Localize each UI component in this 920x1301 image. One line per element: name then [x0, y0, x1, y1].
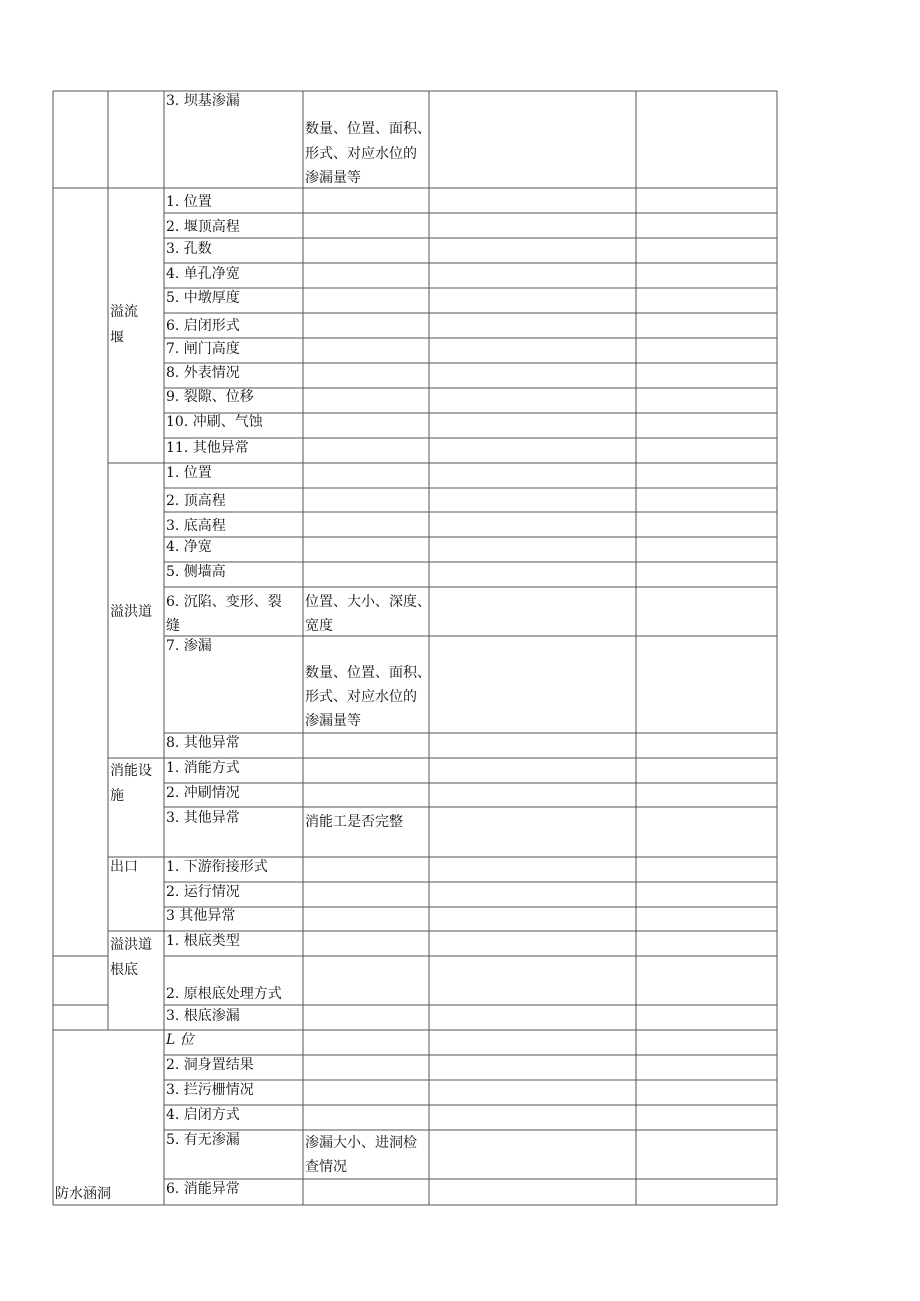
weir-label-line2: 堰	[110, 330, 124, 346]
spillway-item-7-note-line3: 渗漏量等	[305, 713, 361, 729]
culvert-item: 4. 启闭方式	[166, 1107, 240, 1123]
energy-note: 消能工是否完整	[305, 814, 403, 830]
weir-label-line1: 溢流	[110, 304, 138, 320]
culvert-item: 3. 拦污栅情况	[166, 1082, 254, 1098]
energy-label-line1: 消能设	[110, 763, 152, 779]
spillway-item-7-note-line1: 数量、位置、面积、	[305, 665, 431, 681]
spillway-item-7-note-line2: 形式、对应水位的	[305, 689, 417, 705]
spillway-item-6-note-line2: 宽度	[305, 618, 333, 634]
spillway-item: 2. 顶高程	[166, 493, 226, 509]
energy-label-line2: 施	[110, 788, 124, 804]
culvert-item-5-note-line2: 查情况	[305, 1159, 347, 1175]
foundation-label-line2: 根底	[110, 962, 138, 978]
dam-base-note-line3: 渗漏量等	[305, 170, 361, 186]
culvert-label: 防水涵洞	[55, 1186, 111, 1202]
weir-item: 2. 堰顶高程	[166, 219, 240, 235]
dam-base-item-3: 3. 坝基渗漏	[166, 93, 240, 109]
weir-item: 4. 单孔净宽	[166, 266, 240, 282]
spillway-item-6-line2: 缝	[166, 618, 180, 634]
spillway-item: 1. 位置	[166, 465, 212, 481]
culvert-item: 2. 洞身置结果	[166, 1057, 254, 1073]
weir-item: 11. 其他异常	[166, 440, 249, 456]
weir-item: 6. 启闭形式	[166, 318, 240, 334]
spillway-item-6-line1: 6. 沉陷、变形、裂	[166, 594, 282, 610]
foundation-item: 1. 根底类型	[166, 933, 240, 949]
outlet-item: 1. 下游衔接形式	[166, 859, 268, 875]
culvert-item: L 位	[166, 1032, 194, 1048]
outlet-label: 出口	[110, 859, 138, 875]
foundation-label-line1: 溢洪道	[110, 937, 152, 953]
culvert-item: 6. 消能异常	[166, 1181, 240, 1197]
weir-item: 1. 位置	[166, 194, 212, 210]
foundation-item: 2. 原根底处理方式	[166, 986, 282, 1002]
weir-item: 8. 外表情况	[166, 365, 240, 381]
spillway-item: 3. 底高程	[166, 518, 226, 534]
energy-item: 3. 其他异常	[166, 810, 240, 826]
weir-item: 10. 冲刷、气蚀	[166, 414, 263, 430]
energy-item: 2. 冲刷情况	[166, 785, 240, 801]
spillway-item: 5. 侧墙高	[166, 564, 226, 580]
weir-item: 7. 闸门高度	[166, 341, 240, 357]
foundation-item: 3. 根底渗漏	[166, 1008, 240, 1024]
weir-item: 3. 孔数	[166, 241, 212, 257]
energy-item: 1. 消能方式	[166, 760, 240, 776]
outlet-item: 2. 运行情况	[166, 884, 240, 900]
spillway-item-8: 8. 其他异常	[166, 735, 240, 751]
spillway-item-7: 7. 渗漏	[166, 638, 212, 654]
spillway-item: 4. 净宽	[166, 539, 212, 555]
weir-item: 5. 中墩厚度	[166, 290, 240, 306]
culvert-item-5-note-line1: 渗漏大小、进洞检	[305, 1135, 417, 1151]
weir-item: 9. 裂隙、位移	[166, 389, 254, 405]
spillway-item-6-note-line1: 位置、大小、深度、	[305, 594, 431, 610]
spillway-label: 溢洪道	[110, 604, 152, 620]
dam-base-note-line2: 形式、对应水位的	[305, 146, 417, 162]
dam-base-note-line1: 数量、位置、面积、	[305, 121, 431, 137]
culvert-item: 5. 有无渗漏	[166, 1132, 240, 1148]
outlet-item: 3 其他异常	[166, 908, 236, 924]
